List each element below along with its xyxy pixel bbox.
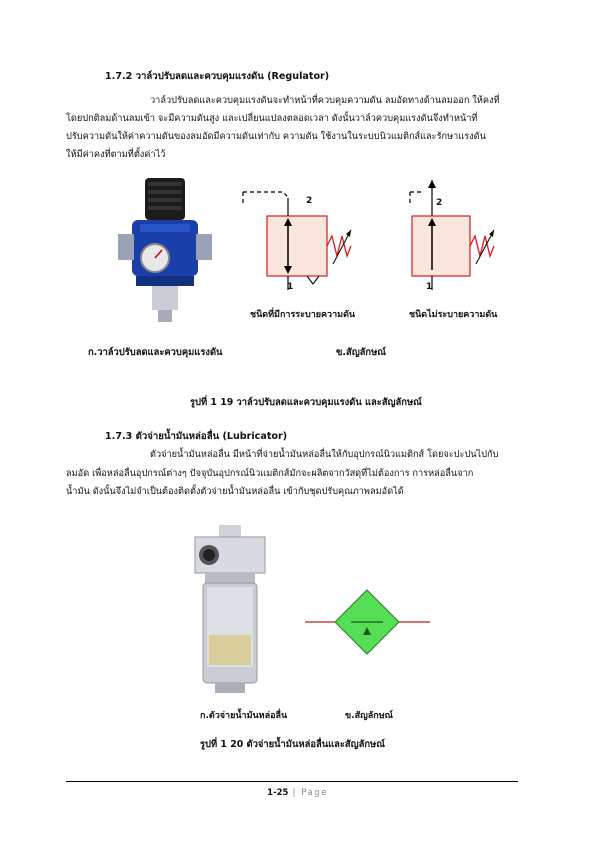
paragraph-line: ให้มีค่าคงที่ตามที่ตั้งค่าไว้ [66,149,166,160]
regulator-photo [110,178,220,323]
sub-caption: ข.สัญลักษณ์ [345,711,393,721]
port-label: 2 [436,198,443,208]
section-heading-lubricator: 1.7.3 ตัวจ่ายน้ำมันหล่อลื่น (Lubricator) [105,431,288,442]
paragraph-line: ตัวจ่ายน้ำมันหล่อลื่น มีหน้าที่จ่ายน้ำมันหล่อลื่นให้กับอุปกรณ์นิวแมติกส์ โดยจะปะปนไปกับ [150,449,499,460]
page-number: 1-25 [267,788,289,798]
figure-caption: รูปที่ 1 19 วาล์วปรับลดและควบคุมแรงดัน และสัญลักษณ์ [190,397,422,408]
page-separator: | [288,788,302,798]
port-label: 2 [306,196,313,206]
paragraph-line: ปรับความดันให้ค่าความดันของลมอัดมีความดันเท่ากับ ความดัน ใช้งานในระบบนิวแมติกส์และรักษาแรงดัน [66,131,486,142]
lubricator-symbol [305,577,430,667]
paragraph-line: น้ำมัน ดังนั้นจึงไม่จำเป็นต้องติดตั้งตัวจ่ายน้ำมันหล่อลื่น เข้ากับชุดปรับคุณภาพลมอัดได้ [66,486,404,497]
paragraph-line: โดยปกติลมด้านลมเข้า จะมีความดันสูง และเปลี่ยนแปลงตลอดเวลา ดังนั้นวาล์วควบคุมแรงดันจึงทำหน้าที่ [66,113,478,124]
lubricator-photo [175,525,285,695]
sub-caption: ก.ตัวจ่ายน้ำมันหล่อลื่น [200,711,288,721]
paragraph-line: ลมอัด เพื่อหล่อลื่นอุปกรณ์ต่างๆ ปัจจุบันอุปกรณ์นิวแมติกส์มักจะผลิตจากวัสดุที่ไม่ต้องการ การหล่อลื่นจาก [66,468,474,479]
regulator-symbol-relieving [235,178,355,303]
symbol-label-non-relieving: ชนิดไม่ระบายความดัน [409,310,498,320]
paragraph-line: วาล์วปรับลดและควบคุมแรงดันจะทำหน้าที่ควบคุมความดัน ลมอัดทางด้านลมออก ให้คงที่ [150,95,500,106]
port-label: 1 [426,282,433,292]
symbol-label-relieving: ชนิดที่มีการระบายความดัน [250,310,356,320]
figure-caption: รูปที่ 1 20 ตัวจ่ายน้ำมันหล่อลื่นและสัญลักษณ์ [200,739,385,750]
page-footer [0,788,595,798]
sub-caption: ข.สัญลักษณ์ [336,347,386,358]
footer-rule [66,781,518,782]
regulator-symbol-non-relieving [390,178,510,303]
sub-caption: ก.วาล์วปรับลดและควบคุมแรงดัน [88,347,223,358]
section-heading-regulator: 1.7.2 วาล์วปรับลดและควบคุมแรงดัน (Regulator) [105,71,330,82]
port-label: 1 [287,282,294,292]
page-word: Page [301,788,328,798]
